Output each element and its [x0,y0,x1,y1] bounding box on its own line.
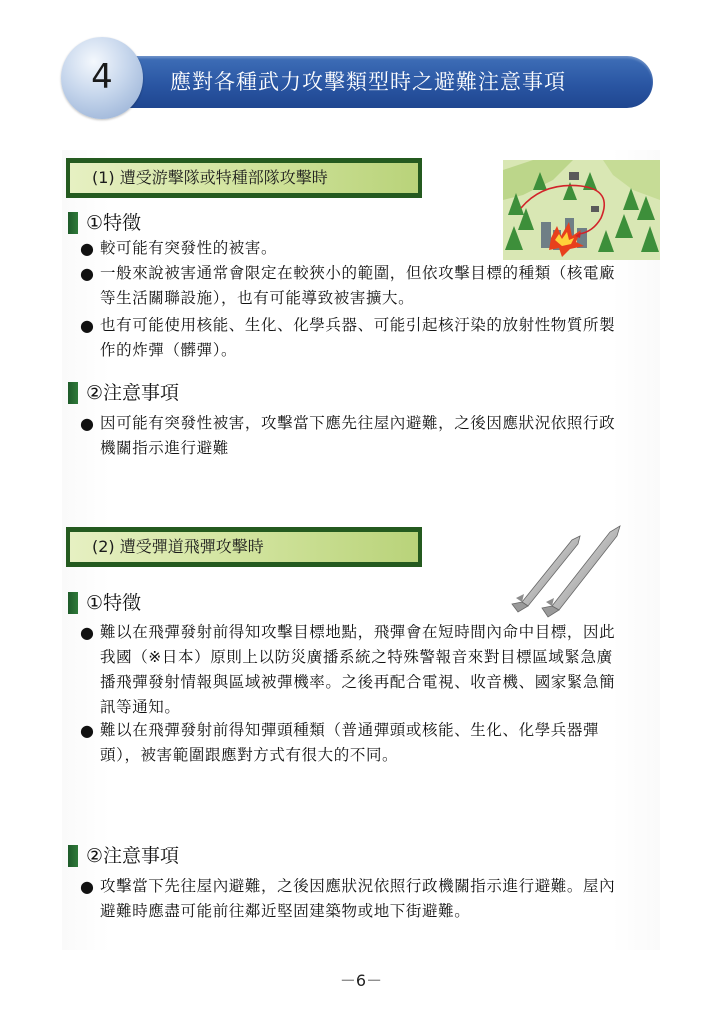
section-1-bar-fill [70,163,418,193]
section-2-feature-1 [80,620,628,720]
bullet-icon: ● [80,721,94,740]
section-1-note-1 [80,411,628,461]
notes-heading-text: ②注意事項 [86,845,180,867]
bullet-icon: ● [80,877,94,896]
heading-marker [68,382,78,404]
bullet-text: 攻擊當下先往屋內避難，之後因應狀況依照行政機關指示進行避難。屋內避難時應盡可能前往鄰近堅固建築物或地下街避難。 [100,877,616,920]
section-1-bar [66,158,422,198]
section-2-feature-2 [80,718,628,768]
bullet-icon: ● [80,414,94,433]
bullet-text: 難以在飛彈發射前得知攻擊目標地點，飛彈會在短時間內命中目標，因此我國（※日本）原則上以防災廣播系統之特殊警報音來對目標區域緊急廣播飛彈發射情報與區域被彈機率。之後再配合電視、收音機、國家緊急簡訊等通知。 [100,623,616,716]
page-number: －6－ [339,971,383,990]
heading-marker [68,212,78,234]
bullet-icon: ● [80,239,94,258]
heading-marker [68,845,78,867]
bullet-icon: ● [80,316,94,335]
section-1-feature-3 [80,313,628,363]
bullet-text: 一般來說被害通常會限定在較狹小的範圍，但依攻擊目標的種類（核電廠等生活關聯設施），也有可能導致被害擴大。 [100,264,616,307]
ballistic-missiles-illustration [500,520,625,620]
bullet-icon: ● [80,623,94,642]
section-2-note-1 [80,874,628,924]
section-2-bar-fill [70,532,418,562]
notes-heading-text: ②注意事項 [86,382,180,404]
chapter-number: 4 [91,57,113,97]
section-2-bar [66,527,422,567]
features-heading-text: ①特徵 [86,592,142,614]
bullet-text: 因可能有突發性被害，攻擊當下應先往屋內避難，之後因應狀況依照行政機關指示進行避難 [100,414,616,457]
section-2-label: (2) 遭受彈道飛彈攻擊時 [92,537,264,556]
bullet-text: 難以在飛彈發射前得知彈頭種類（普通彈頭或核能、生化、化學兵器彈頭），被害範圍跟應對方式有很大的不同。 [100,721,600,764]
heading-marker [68,592,78,614]
bullet-icon: ● [80,264,94,283]
features-heading-text: ①特徵 [86,212,142,234]
section-1-feature-2 [80,261,628,311]
bullet-text: 較可能有突發性的被害。 [100,239,278,257]
section-1-feature-1 [80,236,628,261]
bullet-text: 也有可能使用核能、生化、化學兵器、可能引起核汙染的放射性物質所製作的炸彈（髒彈）。 [100,316,616,359]
chapter-title: 應對各種武力攻擊類型時之避難注意事項 [170,70,566,94]
section-1-label: (1) 遭受游擊隊或特種部隊攻擊時 [92,168,328,187]
